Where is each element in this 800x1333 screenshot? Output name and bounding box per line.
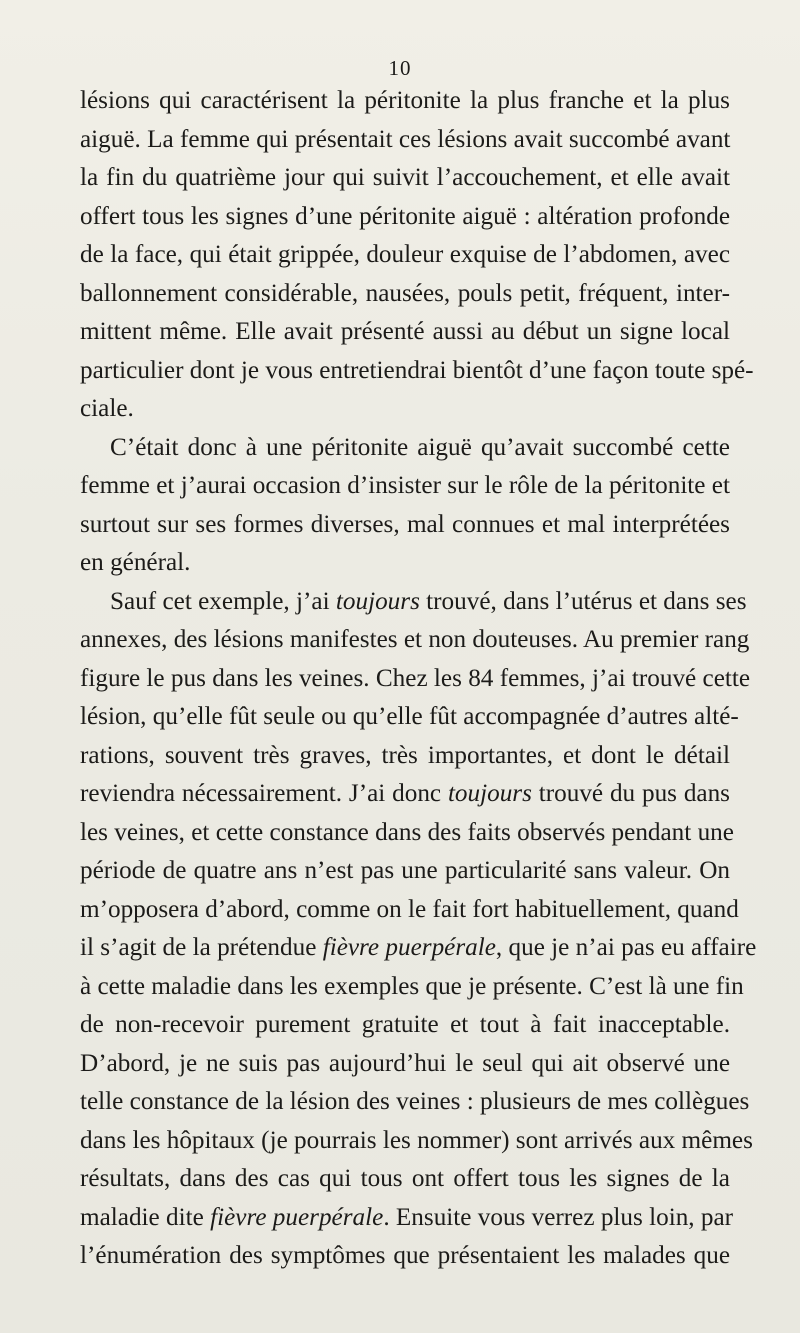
text-line: lésion, qu’elle fût seule ou qu’elle fût accompagnée d’autres alté-	[80, 703, 739, 730]
text-line: maladie dite fièvre puerpérale. Ensuite vous verrez plus loin, par	[80, 1203, 734, 1231]
text-line: C’était donc à une péritonite aiguë qu’avait succombé cette	[110, 433, 730, 461]
text-line: les veines, et cette constance dans des faits observés pendant une	[80, 818, 734, 846]
text-line: en général.	[80, 549, 191, 576]
text-line: il s’agit de la prétendue fièvre puerpérale, que je n’ai pas eu affaire	[80, 934, 757, 961]
text-line: ciale.	[80, 395, 134, 422]
text-line: offert tous les signes d’une péritonite aiguë : altération profonde	[80, 202, 730, 230]
text-line: femme et j’aurai occasion d’insister sur le rôle de la péritonite et	[80, 472, 730, 499]
italic-emphasis: toujours	[335, 587, 420, 615]
text-line: particulier dont je vous entretiendrai bientôt d’une façon toute spé-	[80, 356, 754, 384]
body-text	[80, 82, 757, 1276]
text-line: ballonnement considérable, nausées, pouls petit, fréquent, inter-	[80, 279, 730, 307]
text-line: la fin du quatrième jour qui suivit l’accouchement, et elle avait	[80, 164, 730, 191]
text-line: résultats, dans des cas qui tous ont offert tous les signes de la	[80, 1165, 730, 1192]
italic-emphasis: fièvre puerpérale	[210, 1203, 384, 1231]
text-line: à cette maladie dans les exemples que je présente. C’est là une fin	[80, 972, 744, 1000]
text-line: lésions qui caractérisent la péritonite la plus franche et la plus	[80, 87, 730, 114]
italic-emphasis: toujours	[447, 780, 532, 807]
text-line: l’énumération des symptômes que présentaient les malades que	[80, 1242, 730, 1269]
text-line: Sauf cet exemple, j’ai toujours trouvé, dans l’utérus et dans ses	[110, 587, 747, 615]
text-line: D’abord, je ne suis pas aujourd’hui le seul qui ait observé une	[80, 1049, 730, 1077]
text-line: annexes, des lésions manifestes et non douteuses. Au premier rang	[80, 626, 750, 653]
text-line: période de quatre ans n’est pas une particularité sans valeur. On	[80, 857, 730, 884]
italic-emphasis: fièvre puerpérale	[322, 934, 496, 961]
text-line: mittent même. Elle avait présenté aussi au début un signe local	[80, 318, 730, 345]
text-line: telle constance de la lésion des veines : plusieurs de mes collègues	[80, 1088, 750, 1115]
text-line: surtout sur ses formes diverses, mal connues et mal interprétées	[80, 510, 730, 538]
text-line: figure le pus dans les veines. Chez les 84 femmes, j’ai trouvé cette	[80, 664, 751, 692]
text-line: dans les hôpitaux (je pourrais les nommer) sont arrivés aux mêmes	[80, 1126, 753, 1154]
text-line: de la face, qui était grippée, douleur exquise de l’abdomen, avec	[80, 241, 730, 268]
text-line: m’opposera d’abord, comme on le fait fort habituellement, quand	[80, 895, 739, 923]
page-number: 10	[388, 56, 412, 80]
text-line: reviendra nécessairement. J’ai donc toujours trouvé du pus dans	[80, 780, 730, 807]
text-line: de non-recevoir purement gratuite et tout à fait inacceptable.	[80, 1011, 730, 1038]
text-line: aiguë. La femme qui présentait ces lésions avait succombé avant	[80, 125, 731, 153]
text-line: rations, souvent très graves, très importantes, et dont le détail	[80, 741, 730, 769]
